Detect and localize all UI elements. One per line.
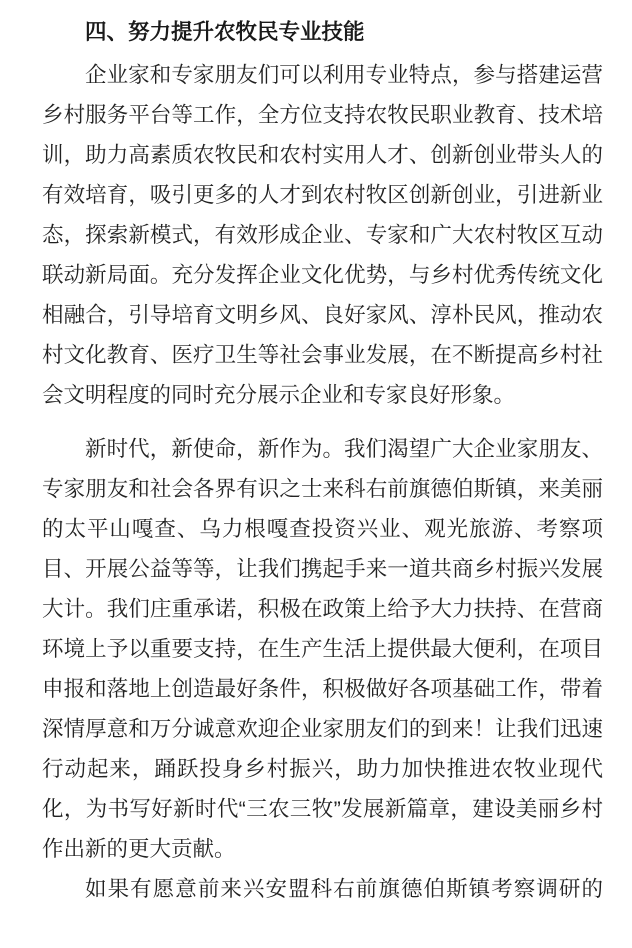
paragraph: 企业家和专家朋友们可以利用专业特点，参与搭建运营乡村服务平台等工作，全方位支持农牧民职业教育、技术培训，助力高素质农牧民和农村实用人才、创新创业带头人的有效培育，吸引更多的人才到农村牧区创新创业，引进新业态，探索新模式，有效形成企业、专家和广大农村牧区互动联动新局面。充分发挥企业文化优势，与乡村优秀传统文化相融合，引导培育文明乡风、良好家风、淳朴民风，推动农村文化教育、医疗卫生等社会事业发展，在不断提高乡村社会文明程度的同时充分展示企业和专家良好形象。 <box>42 63 603 407</box>
section-heading: 四、努力提升农牧民专业技能 <box>85 20 365 44</box>
paragraph-truncated: 如果有愿意前来兴安盟科右前旗德伯斯镇考察调研的 <box>85 877 603 901</box>
paragraph: 新时代，新使命，新作为。我们渴望广大企业家朋友、专家朋友和社会各界有识之士来科右前旗德伯斯镇，来美丽的太平山嘎查、乌力根嘎查投资兴业、观光旅游、考察项目、开展公益等等，让我们携起手来一道共商乡村振兴发展大计。我们庄重承诺，积极在政策上给予大力扶持、在营商环境上予以重要支持，在生产生活上提供最大便利，在项目申报和落地上创造最好条件，积极做好各项基础工作，带着深情厚意和万分诚意欢迎企业家朋友们的到来！让我们迅速行动起来，踊跃投身乡村振兴，助力加快推进农牧业现代化，为书写好新时代“三农三牧”发展新篇章，建设美丽乡村作出新的更大贡献。 <box>42 437 603 861</box>
